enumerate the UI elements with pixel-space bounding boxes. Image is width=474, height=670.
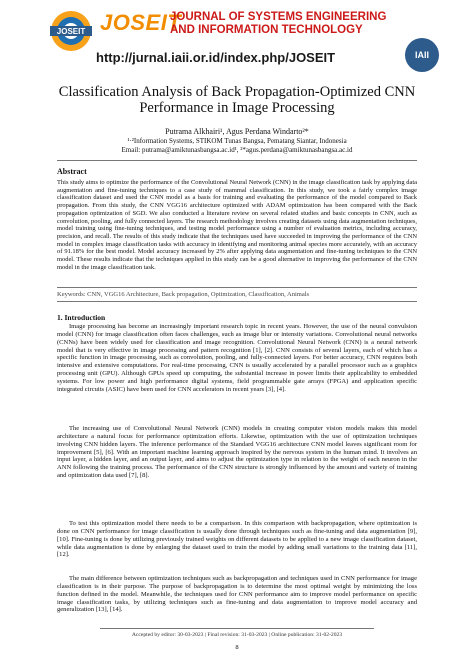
journal-url[interactable]: http://jurnal.iaii.or.id/index.php/JOSEIT <box>96 50 336 65</box>
abstract-heading: Abstract <box>57 167 87 176</box>
intro-paragraph-3: To test this optimization model there needs to be a comparison. In this comparison with backpropagation, where optimization is done on CNN performance for image classification is usually done through techniques such as fine-tuning and data augmentation [9], [10]. Fine-tuning is done by utilizing previously trained weights on different datasets to be applied to a new image classification dataset, while data augmentation is done by enlarging the dataset used to train the model by adding small variations to the training data [11], [12]. <box>57 520 417 559</box>
journal-title-line2: AND INFORMATION TECHNOLOGY <box>170 24 363 36</box>
paper-authors: Putrama Alkhairi¹, Agus Perdana Windarto²* <box>165 127 309 136</box>
abstract-text: This study aims to optimize the performance of the Convolutional Neural Network (CNN) in the image classification task by applying data augmentation and fine-tuning techniques to a case study of mammal classification. In this study, we took a fairly complex image classification dataset and used the CNN model as a basis for training and evaluating the performance of the model compared to Back propagation. From this study, the CNN VGG16 architecture optimized with ADAM optimization has been compared with the Back propagation optimization of SGD. We also conducted a literature review on several related studies and basic concepts in CNN, such as convolution, pooling, and fully connected layers. The research methodology involves creating datasets using data augmentation techniques, model training using fine-tuning techniques, and testing model performance using a number of evaluation metrics, including accuracy, precision, and recall. The results of this study indicate that the techniques used have succeeded in improving the performance of the CNN model in complex image classification tasks with accuracy in identifying and monitoring animal species more accurately, with an accuracy of 91.18% for the best model. Model accuracy increased by 2% after applying data augmentation and fine-tuning techniques to the CNN model. These results indicate that the techniques applied in this study can be a good alternative in improving the performance of the CNN model in the image classification task. <box>57 179 417 271</box>
section-heading-introduction: 1. Introduction <box>57 313 106 322</box>
brand-name: JOSEIT <box>100 10 182 35</box>
footer-divider <box>100 628 374 629</box>
iaii-logo-icon: IAII <box>405 38 439 72</box>
intro-paragraph-1: Image processing has become an increasingly important research topic in recent years. However, the use of the neural convulsion model (CNN) for image classification often faces challenges, such as image blur or intensity variations. Convolutional neural networks (CNNs) have been widely used for classification and image recognition. Convolutional Neural Network (CNN) is a neural network model that is very effective in image processing and pattern recognition [1], [2]. CNN consists of several layers, each of which has a specific function in image processing, such as convolution, pooling, and fully-connected layers. For better accuracy, CNN requires both intensive and extensive computations. For real-time processing, CNN is usually accelerated by a parallel processor such as a graphics processing unit (GPU). Although GPUs speed up computing, the substantial increase in power limits their applicability to embedded systems. For low power and high performance digital systems, field programmable gate arrays (FPGA) and application specific integrated circuits (ASIC) have been used for CNN accelerators in recent years [3], [4]. <box>57 323 417 393</box>
divider-bottom <box>57 301 417 302</box>
intro-paragraph-2: The increasing use of Convolutional Neural Network (CNN) models in creating computer vision models makes this model architecture a natural focus for performance optimization efforts. Likewise, optimization with the use of optimization techniques involving CNN hidden layers. The inference performance of the Standard VGG16 architecture CNN model leaves significant room for improvement [5], [6]. With an important machine learning approach inspired by the nervous system in the human mind. It involves an input layer, a hidden layer, and an output layer, and aims to adjust the optimization type in relation to the weight of each neuron in the ANN following the training process. The performance of the CNN structure is strongly influenced by the amount and variety of training and optimization data used [7], [8]. <box>57 425 417 480</box>
keywords: Keywords: CNN, VGG16 Architecture, Back propagation, Optimization, Classification, Animals <box>57 291 310 298</box>
journal-title <box>170 11 386 37</box>
intro-paragraph-4: The main difference between optimization techniques such as backpropagation and techniques used in CNN performance for image classification is in their purpose. The purpose of backpropagation is to determine the most optimal weight by minimizing the loss function defined in the model. Meanwhile, the techniques used for CNN performance aim to improve model performance on specific image classification tasks, by utilizing techniques such as fine-tuning and data augmentation to improve model accuracy and generalization [13], [14]. <box>57 575 417 614</box>
paper-email: Email: putrama@amiktunasbangsa.ac.id¹, ²*agus.perdana@amiktunasbangsa.ac.id <box>121 146 353 154</box>
page-number: 8 <box>235 644 239 651</box>
journal-title-line1: JOURNAL OF SYSTEMS ENGINEERING <box>170 11 387 23</box>
journal-banner <box>0 0 474 76</box>
paper-title: Classification Analysis of Back Propagation-Optimized CNN Performance in Image Processing <box>58 84 416 116</box>
paper-affiliation: ¹·²Information Systems, STIKOM Tunas Bangsa, Pematang Siantar, Indonesia <box>127 137 347 145</box>
footer-dates: Accepted by editor: 30-03-2023 | Final revision: 31-03-2023 | Online publication: 31-02-2023 <box>131 632 343 638</box>
divider-keywords <box>57 287 417 288</box>
joseit-logo-icon <box>46 9 96 53</box>
svg-text:JOSEIT: JOSEIT <box>56 27 86 36</box>
divider-top <box>57 160 417 161</box>
